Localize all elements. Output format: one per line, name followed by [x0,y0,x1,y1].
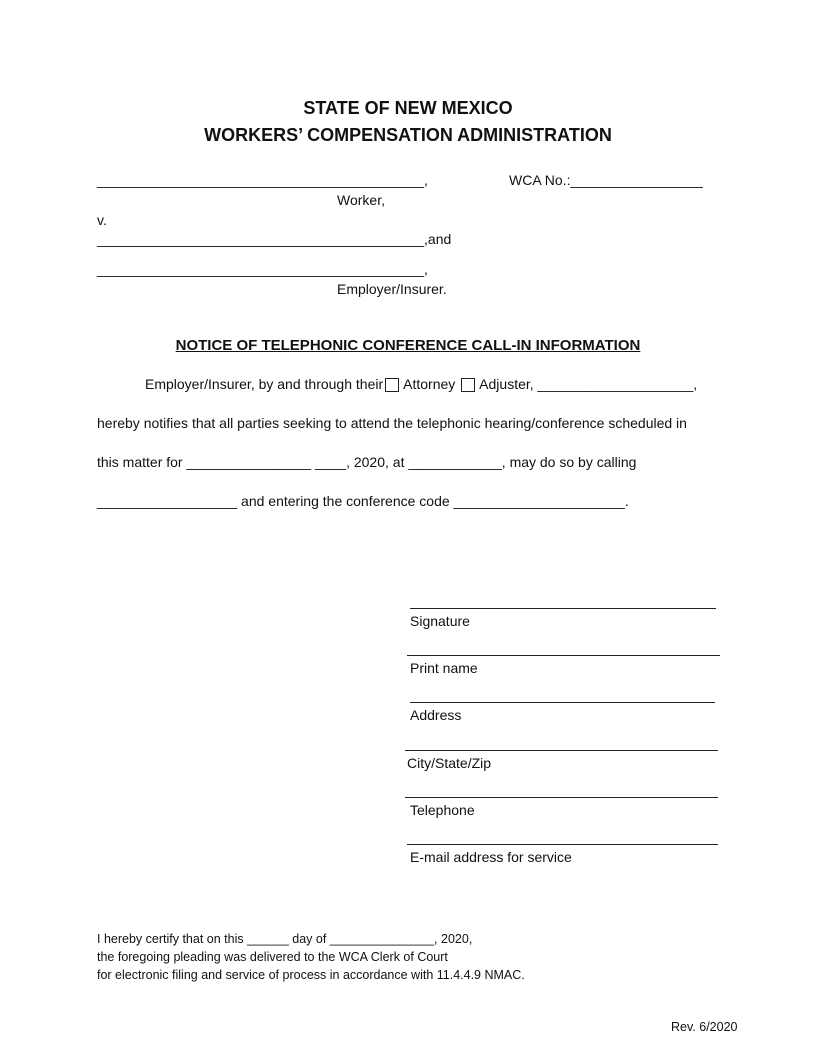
employer-name-line[interactable]: __________________________________________,and [97,231,452,247]
notice-line-4[interactable]: __________________ and entering the conference code ______________________. [97,493,629,509]
notice-line-1 [145,376,697,392]
wca-number-field[interactable]: WCA No.:_________________ [509,172,703,188]
worker-label: Worker, [337,192,385,208]
attorney-label: Attorney [403,376,456,392]
signature-label: Signature [410,613,470,629]
telephone-line[interactable] [405,797,718,798]
page-title-line1: STATE OF NEW MEXICO [303,98,513,118]
address-label: Address [410,707,462,723]
page-title-line2: WORKERS’ COMPENSATION ADMINISTRATION [204,125,612,145]
attorney-checkbox[interactable] [385,378,399,392]
signature-line[interactable] [410,608,716,609]
email-line[interactable] [407,844,718,845]
print-name-line[interactable] [407,655,720,656]
city-state-zip-label: City/State/Zip [407,755,492,771]
employer-insurer-label: Employer/Insurer. [337,281,447,297]
adjuster-checkbox[interactable] [461,378,475,392]
address-line[interactable] [410,702,715,703]
adjuster-label[interactable]: Adjuster, ____________________, [479,376,698,392]
notice-line1-prefix: Employer/Insurer, by and through their [145,376,384,392]
insurer-name-line[interactable]: __________________________________________, [97,261,428,277]
certificate-line-3: for electronic filing and service of process in accordance with 11.4.4.9 NMAC. [97,968,525,982]
telephone-label: Telephone [410,802,475,818]
notice-line-3[interactable]: this matter for ________________ ____, 2020, at ____________, may do so by calling [97,454,637,470]
revision-label: Rev. 6/2020 [671,1020,738,1034]
certificate-line-2: the foregoing pleading was delivered to the WCA Clerk of Court [97,950,448,964]
notice-line-2: hereby notifies that all parties seeking to attend the telephonic hearing/conference scheduled in [97,415,687,431]
city-state-zip-line[interactable] [405,750,718,751]
email-label: E-mail address for service [410,849,572,865]
print-name-label: Print name [410,660,478,676]
notice-heading: NOTICE OF TELEPHONIC CONFERENCE CALL-IN INFORMATION [175,337,641,354]
certificate-line-1[interactable]: I hereby certify that on this ______ day of _______________, 2020, [97,932,473,946]
versus-label: v. [97,212,107,228]
worker-name-line[interactable]: __________________________________________, [97,172,428,188]
